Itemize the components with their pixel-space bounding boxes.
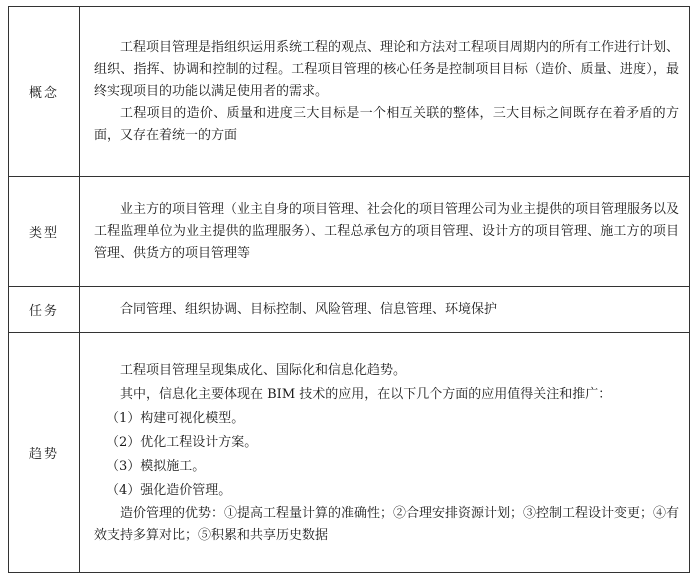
row-type	[9, 177, 690, 287]
content-task	[80, 287, 690, 333]
row-trend	[9, 333, 690, 573]
trend-item-1: （1）构建可视化模型。	[106, 410, 245, 426]
trend-intro: 工程项目管理呈现集成化、国际化和信息化趋势。	[120, 362, 407, 378]
content-type	[80, 177, 690, 287]
trend-item-3: （3）模拟施工。	[106, 458, 206, 474]
concept-paragraph-1: 工程项目管理是指组织运用系统工程的观点、理论和方法对工程项目周期内的所有工作进行计划、组织、指挥、协调和控制的过程。工程项目管理的核心任务是控制项目目标（造价、质量、进度），最终实现项目的功能以满足使用者的需求。	[94, 39, 680, 99]
label-trend: 趋势	[9, 333, 80, 573]
concept-paragraph-2: 工程项目的造价、质量和进度三大目标是一个相互关联的整体，三大目标之间既存在着矛盾的方面，又存在着统一的方面	[94, 105, 679, 143]
label-task: 任务	[9, 287, 80, 333]
trend-item-4: （4）强化造价管理。	[106, 482, 232, 498]
row-task	[9, 287, 690, 333]
project-management-table	[8, 6, 690, 573]
trend-bim: 其中，信息化主要体现在 BIM 技术的应用，在以下几个方面的应用值得关注和推广：	[120, 386, 612, 402]
label-type: 类型	[9, 177, 80, 287]
trend-advantage: 造价管理的优势：①提高工程量计算的准确性；②合理安排资源计划；③控制工程设计变更；④有效支持多算对比；⑤积累和共享历史数据	[94, 505, 680, 543]
row-concept	[9, 7, 690, 177]
type-paragraph-1: 业主方的项目管理（业主自身的项目管理、社会化的项目管理公司为业主提供的项目管理服务以及工程监理单位为业主提供的监理服务）、工程总承包方的项目管理、设计方的项目管理、施工方的项目管理、供货方的项目管理等	[94, 201, 680, 261]
trend-item-2: （2）优化工程设计方案。	[106, 434, 258, 450]
label-concept: 概念	[9, 7, 80, 177]
content-trend	[80, 333, 690, 573]
content-concept	[80, 7, 690, 177]
task-paragraph-1: 合同管理、组织协调、目标控制、风险管理、信息管理、环境保护	[120, 301, 498, 317]
